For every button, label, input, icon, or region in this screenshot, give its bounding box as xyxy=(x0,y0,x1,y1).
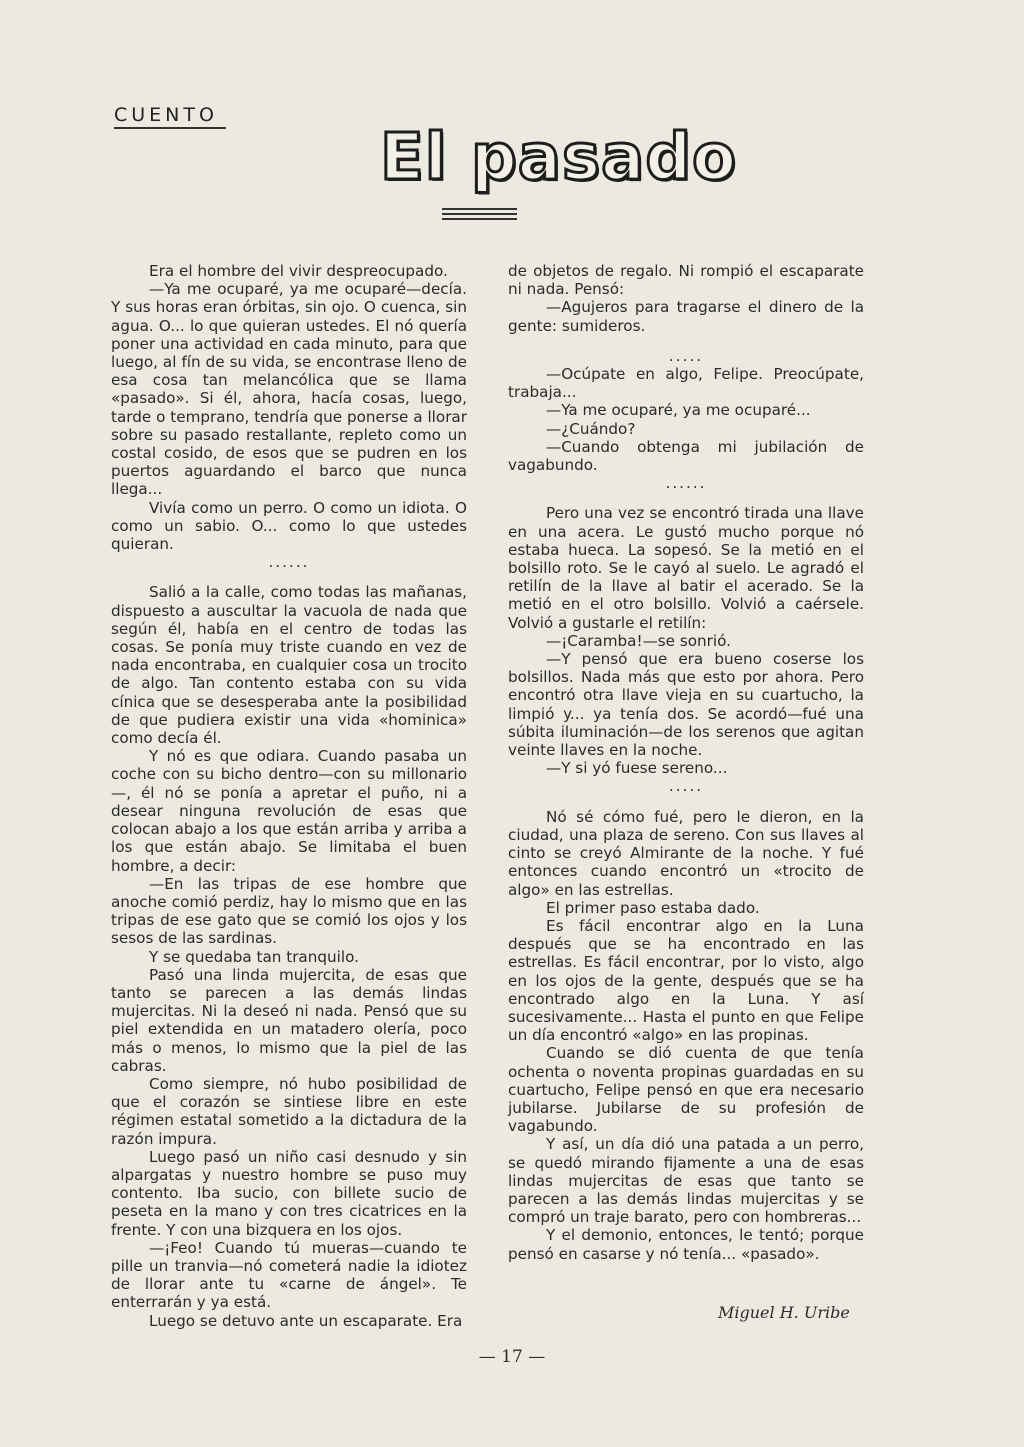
paragraph: Era el hombre del vivir despreocupado. xyxy=(149,262,448,280)
paragraph: Nó sé cómo fué, pero le dieron, en la ciudad, una plaza de sereno. Con sus llaves al cinto se creyó Almirante de la noche. Y fué entonces cuando encontró un «trocito de algo» en las estrellas. xyxy=(508,807,864,899)
paragraph: —¡Feo! Cuando tú mueras—cuando te pille un tranvia—nó cometerá nadie la idiotez de llorar ante tu «carne de ángel». Te enterrarán y ya está. xyxy=(111,1238,467,1312)
paragraph: El primer paso estaba dado. xyxy=(546,898,760,917)
paragraph: de objetos de regalo. Ni rompió el escaparate ni nada. Pensó: xyxy=(508,262,864,299)
story-title: El pasado xyxy=(380,121,737,195)
section-break: ...... xyxy=(665,474,707,493)
paragraph: —Cuando obtenga mi jubilación de vagabundo. xyxy=(508,437,864,475)
paragraph: Vivía como un perro. O como un idiota. O como un sabio. O... como lo que ustedes quieran. xyxy=(111,498,467,554)
paragraph: —Agujeros para tragarse el dinero de la gente: sumideros. xyxy=(508,298,864,335)
section-break: ...... xyxy=(268,553,310,572)
right-column xyxy=(508,262,864,1263)
section-break: ..... xyxy=(668,346,704,365)
paragraph: Salió a la calle, como todas las mañanas, dispuesto a auscultar la vacuola de nada que según él, había en el centro de todas las cosas. Se ponía muy triste cuando en vez de nada encontraba, en cualquier cosa un trocito de algo. Tan contento estaba con su vida cínica que se desesperaba ante la posibilidad de que pudiera existir una vida «hominica» como decía él. xyxy=(111,583,467,748)
section-underline xyxy=(114,127,226,129)
paragraph: —Ya me ocuparé, ya me ocuparé... xyxy=(546,401,811,420)
paragraph: —Y pensó que era bueno coserse los bolsillos. Nada más que esto por ahora. Pero encontró otra llave vieja en su cuartucho, la limpió y... ya tenía dos. Se acordó—fué una súbita iluminación—de los serenos que agitan veinte llaves en la noche. xyxy=(508,650,864,760)
paragraph: Y nó es que odiara. Cuando pasaba un coche con su bicho dentro—con su millonario—, él nó se ponía a apretar el puño, ni a desear ninguna revolución de esas que colocan abajo a los que están arriba y arriba a los que están abajo. Se limitaba el buen hombre, a decir: xyxy=(111,747,467,875)
paragraph: Luego se detuvo ante un escaparate. Era xyxy=(149,1311,463,1330)
paragraph: Cuando se dió cuenta de que tenía ochenta o noventa propinas guardadas en su cuartucho, Felipe pensó en que era necesario jubilarse. Jubilarse de su profesión de vagabundo. xyxy=(508,1044,864,1136)
paragraph: Y se quedaba tan tranquilo. xyxy=(149,947,359,966)
paragraph: Y el demonio, entonces, le tentó; porque pensó en casarse y nó tenía... «pasado». xyxy=(508,1226,864,1263)
paragraph: —En las tripas de ese hombre que anoche comió perdiz, hay lo mismo que en las tripas de ese gato que se comió los ojos y los sesos de las sardinas. xyxy=(111,874,467,948)
left-column xyxy=(111,262,467,1330)
paragraph: —Ya me ocuparé, ya me ocuparé—decía. Y sus horas eran órbitas, sin ojo. O cuenca, sin agua. O... lo que quieran ustedes. El nó quería poner una actividad en cada minuto, para que luego, al fín de su vida, se encontrase lleno de esa cosa tan melancólica que se llama «pasado». Si él, ahora, hacía cosas, luego, tarde o temprano, tendría que ponerse a llorar sobre su pasado restallante, repleto como un costal cosido, de esos que se pudren en los puertos aguardando el barco que nunca llega... xyxy=(111,280,467,499)
paragraph: Pero una vez se encontró tirada una llave en una acera. Le gustó mucho porque nó estaba hueca. La sopesó. Se la metió en el bolsillo roto. Se le cayó al suelo. Le agradó el retilín de la llave al batir el acerado. Se la metió en el otro bolsillo. Volvió a caérsele. Volvió a gustarle el retilín: xyxy=(508,504,864,632)
paragraph: —¡Caramba!—se sonrió. xyxy=(546,631,731,650)
section-label: CUENTO xyxy=(114,104,218,126)
paragraph: —Ocúpate en algo, Felipe. Preocúpate, trabaja... xyxy=(508,365,864,402)
paragraph: —¿Cuándo? xyxy=(546,419,636,438)
paragraph: Es fácil encontrar algo en la Luna después que se ha encontrado en las estrellas. Es fácil encontrar, por lo visto, algo en los ojos de la gente, después que se ha encontrado algo en la Luna. Y así sucesivamente... Hasta el punto en que Felipe un día encontró «algo» en las propinas. xyxy=(508,916,864,1045)
author-signature: Miguel H. Uribe xyxy=(718,1303,850,1322)
section-break: ..... xyxy=(668,777,704,796)
paragraph: Como siempre, nó hubo posibilidad de que el corazón se sintiese libre en este régimen estatal sometido a la dictadura de la razón impura. xyxy=(111,1074,467,1148)
title-ornament-rules xyxy=(442,208,517,223)
page-number: — 17 — xyxy=(478,1347,546,1367)
paragraph: —Y si yó fuese sereno... xyxy=(546,759,728,778)
paragraph: Pasó una linda mujercita, de esas que tanto se parecen a las demás lindas mujercitas. Ni la deseó ni nada. Pensó que su piel extendida en un matadero olería, poco más o menos, lo mismo que la piel de las cabras. xyxy=(111,965,467,1075)
paragraph: Luego pasó un niño casi desnudo y sin alpargatas y nuestro hombre se puso muy contento. Iba sucio, con billete sucio de peseta en la mano y con tres cicatrices en la frente. Y con una bizquera en los ojos. xyxy=(111,1147,467,1239)
paragraph: Y así, un día dió una patada a un perro, se quedó mirando fijamente a una de esas lindas mujercitas de esas que tanto se parecen a las demás lindas mujercitas y se compró un traje barato, pero con hombreras... xyxy=(508,1135,864,1227)
